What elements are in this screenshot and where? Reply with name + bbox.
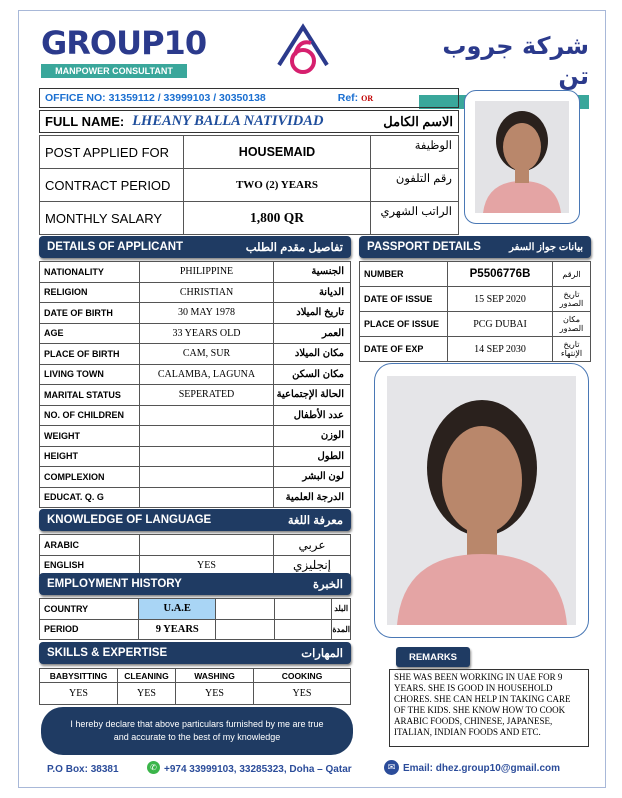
applicant-row xyxy=(40,303,351,324)
skill-header: CLEANING xyxy=(118,669,176,683)
job-label: CONTRACT PERIOD xyxy=(40,169,184,202)
passport-label: DATE OF ISSUE xyxy=(360,287,448,312)
passport-arabic: مكان الصدور xyxy=(553,312,591,337)
applicant-photo-large xyxy=(374,363,589,638)
passport-label: PLACE OF ISSUE xyxy=(360,312,448,337)
job-arabic: الراتب الشهري xyxy=(371,202,459,235)
language-arabic: إنجليزي xyxy=(274,555,351,576)
language-value: YES xyxy=(140,555,274,576)
row-label: HEIGHT xyxy=(40,446,140,467)
applicant-header xyxy=(39,236,351,258)
row-arabic: عدد الأطفال xyxy=(274,405,351,426)
office-label: OFFICE NO: xyxy=(45,92,106,104)
row-value: PHILIPPINE xyxy=(140,262,274,283)
skills-header-row xyxy=(40,669,351,683)
company-emblem-icon xyxy=(273,21,333,79)
job-value: HOUSEMAID xyxy=(184,136,371,169)
applicant-row xyxy=(40,385,351,406)
remarks-text: SHE WAS BEEN WORKING IN UAE FOR 9 YEARS. SHE IS GOOD IN HOUSEHOLD CHORES. SHE CAN HELP IN TAKING CARE OF THE KIDS. SHE KNOW HOW TO COOK ARABIC FOODS, CHINESE, JAPANESE, ITALIAN, INDIAN FOODS AND ETC. xyxy=(389,669,589,747)
country-label: COUNTRY xyxy=(40,599,139,620)
row-arabic: لون البشر xyxy=(274,467,351,488)
applicant-row xyxy=(40,282,351,303)
skill-header: WASHING xyxy=(176,669,254,683)
language-label: ENGLISH xyxy=(40,555,140,576)
period-label: PERIOD xyxy=(40,619,139,640)
remarks-header: REMARKS xyxy=(396,647,470,667)
full-name-value: LHEANY BALLA NATIVIDAD xyxy=(132,113,324,129)
job-row xyxy=(40,202,459,235)
skill-value: YES xyxy=(118,683,176,705)
row-arabic: مكان السكن xyxy=(274,364,351,385)
language-title-ar: معرفة اللغة xyxy=(287,515,343,527)
row-arabic: الطول xyxy=(274,446,351,467)
applicant-row xyxy=(40,364,351,385)
group10-wordmark: GROUP10 xyxy=(41,24,207,62)
row-arabic: الجنسية xyxy=(274,262,351,283)
applicant-row xyxy=(40,405,351,426)
row-value: 33 YEARS OLD xyxy=(140,323,274,344)
row-value: SEPERATED xyxy=(140,385,274,406)
passport-value: 14 SEP 2030 xyxy=(448,337,553,362)
row-arabic: الديانة xyxy=(274,282,351,303)
language-header xyxy=(39,509,351,531)
group10-logo xyxy=(41,24,207,78)
row-arabic: الوزن xyxy=(274,426,351,447)
row-value: CAM, SUR xyxy=(140,344,274,365)
passport-value: PCG DUBAI xyxy=(448,312,553,337)
skills-title-ar: المهارات xyxy=(301,648,343,660)
row-value: CHRISTIAN xyxy=(140,282,274,303)
whatsapp-icon: ✆ xyxy=(147,761,160,774)
skill-header: COOKING xyxy=(254,669,351,683)
row-label: EDUCAT. Q. G xyxy=(40,487,140,508)
skills-header xyxy=(39,642,351,664)
skill-value: YES xyxy=(254,683,351,705)
passport-arabic: الرقم xyxy=(553,262,591,287)
row-arabic: الدرجة العلمية xyxy=(274,487,351,508)
applicant-row xyxy=(40,426,351,447)
ref-value: OR xyxy=(361,93,374,103)
passport-title-ar: بيانات جواز السفر xyxy=(509,241,583,253)
employment-row xyxy=(40,599,351,620)
passport-value: 15 SEP 2020 xyxy=(448,287,553,312)
applicant-row xyxy=(40,323,351,344)
language-arabic: عربي xyxy=(274,535,351,556)
period-arabic: المدة xyxy=(332,619,351,640)
employment-title-ar: الخبرة xyxy=(313,579,343,591)
passport-table xyxy=(359,261,591,362)
job-arabic: رقم التلفون xyxy=(371,169,459,202)
skills-title: SKILLS & EXPERTISE xyxy=(47,647,168,659)
passport-arabic: تاريخ الإنتهاء xyxy=(553,337,591,362)
po-box: P.O Box: 38381 xyxy=(47,764,119,775)
language-label: ARABIC xyxy=(40,535,140,556)
passport-row xyxy=(360,312,591,337)
passport-row xyxy=(360,287,591,312)
full-name-label: FULL NAME: xyxy=(45,114,125,129)
email-address: Email: dhez.group10@gmail.com xyxy=(403,763,561,774)
language-row xyxy=(40,535,351,556)
arabic-company-name: شركة جروب تن xyxy=(442,32,589,90)
email-icon: ✉ xyxy=(384,760,399,775)
passport-label: DATE OF EXP xyxy=(360,337,448,362)
applicant-title: DETAILS OF APPLICANT xyxy=(47,241,184,253)
language-value xyxy=(140,535,274,556)
cv-page xyxy=(18,10,606,788)
skill-value: YES xyxy=(40,683,118,705)
job-value: 1,800 QR xyxy=(184,202,371,235)
employment-table xyxy=(39,598,351,640)
employment-row xyxy=(40,619,351,640)
full-name-arabic: الاسم الكامل xyxy=(383,113,453,129)
passport-arabic: تاريخ الصدور xyxy=(553,287,591,312)
job-row xyxy=(40,169,459,202)
period-value: 9 YEARS xyxy=(139,619,216,640)
passport-row xyxy=(360,337,591,362)
row-label: PLACE OF BIRTH xyxy=(40,344,140,365)
row-value xyxy=(140,446,274,467)
skills-value-row xyxy=(40,683,351,705)
row-label: AGE xyxy=(40,323,140,344)
passport-label: NUMBER xyxy=(360,262,448,287)
applicant-portrait-icon xyxy=(475,101,569,213)
passport-title: PASSPORT DETAILS xyxy=(367,241,481,253)
language-table xyxy=(39,534,351,576)
job-label: MONTHLY SALARY xyxy=(40,202,184,235)
row-label: NO. OF CHILDREN xyxy=(40,405,140,426)
passport-header xyxy=(359,236,591,258)
applicant-row xyxy=(40,262,351,283)
footer-phone xyxy=(147,759,352,775)
skill-header: BABYSITTING xyxy=(40,669,118,683)
applicant-table xyxy=(39,261,351,508)
row-label: COMPLEXION xyxy=(40,467,140,488)
skills-table xyxy=(39,668,351,705)
row-label: DATE OF BIRTH xyxy=(40,303,140,324)
office-numbers: 31359112 / 33999103 / 30350138 xyxy=(108,92,266,104)
language-title: KNOWLEDGE OF LANGUAGE xyxy=(47,514,212,526)
row-value xyxy=(140,487,274,508)
job-arabic: الوظيفة xyxy=(371,136,459,169)
row-label: NATIONALITY xyxy=(40,262,140,283)
country-arabic: البلد xyxy=(332,599,351,620)
row-arabic: تاريخ الميلاد xyxy=(274,303,351,324)
row-label: MARITAL STATUS xyxy=(40,385,140,406)
job-label: POST APPLIED FOR xyxy=(40,136,184,169)
skill-value: YES xyxy=(176,683,254,705)
country-value: U.A.E xyxy=(139,599,216,620)
row-label: RELIGION xyxy=(40,282,140,303)
row-label: LIVING TOWN xyxy=(40,364,140,385)
row-value: CALAMBA, LAGUNA xyxy=(140,364,274,385)
footer-email xyxy=(384,760,560,775)
manpower-tagline: MANPOWER CONSULTANT xyxy=(41,64,187,78)
office-bar xyxy=(39,88,459,108)
row-label: WEIGHT xyxy=(40,426,140,447)
applicant-title-ar: تفاصيل مقدم الطلب xyxy=(245,242,343,254)
passport-value: P5506776B xyxy=(448,262,553,287)
row-value xyxy=(140,467,274,488)
row-arabic: الحالة الإجتماعية xyxy=(274,385,351,406)
job-row xyxy=(40,136,459,169)
applicant-row xyxy=(40,467,351,488)
full-name-row xyxy=(39,110,459,133)
job-value: TWO (2) YEARS xyxy=(184,169,371,202)
employment-header xyxy=(39,573,351,595)
phone-numbers: +974 33999103, 33285323, Doha – Qatar xyxy=(164,764,352,775)
job-table xyxy=(39,135,459,235)
row-arabic: العمر xyxy=(274,323,351,344)
row-value xyxy=(140,426,274,447)
row-value: 30 MAY 1978 xyxy=(140,303,274,324)
ref-label: Ref: xyxy=(337,92,359,104)
applicant-row xyxy=(40,446,351,467)
row-value xyxy=(140,405,274,426)
applicant-row xyxy=(40,487,351,508)
applicant-portrait-icon xyxy=(387,376,576,625)
row-arabic: مكان الميلاد xyxy=(274,344,351,365)
employment-title: EMPLOYMENT HISTORY xyxy=(47,578,182,590)
applicant-row xyxy=(40,344,351,365)
declaration: I hereby declare that above particulars furnished by me are true and accurate to the best of my knowledge xyxy=(41,707,353,755)
passport-row xyxy=(360,262,591,287)
applicant-photo-small xyxy=(464,90,580,224)
